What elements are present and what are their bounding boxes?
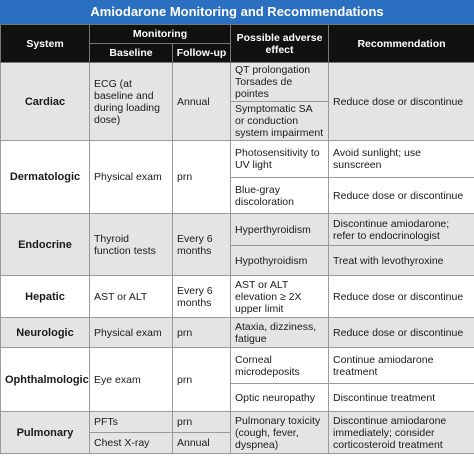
header-recommendation: Recommendation bbox=[329, 25, 474, 63]
recommendation-cell: Continue amiodarone treatment bbox=[329, 348, 474, 384]
table-row bbox=[1, 63, 474, 102]
recommendation-cell: Reduce dose or discontinue bbox=[329, 63, 474, 141]
header-adverse-effect: Possible adverse effect bbox=[231, 25, 329, 63]
system-cell: Dermatologic bbox=[1, 141, 90, 214]
recommendation-cell: Discontinue amiodarone immediately; consider corticosteroid treatment bbox=[329, 412, 474, 454]
baseline-cell: Thyroid function tests bbox=[90, 214, 173, 276]
system-cell: Neurologic bbox=[1, 318, 90, 348]
header-baseline: Baseline bbox=[90, 44, 173, 63]
followup-cell: Annual bbox=[173, 433, 231, 454]
baseline-cell: Eye exam bbox=[90, 348, 173, 412]
adverse-effect-cell: Optic neuropathy bbox=[231, 384, 329, 412]
adverse-effect-cell: Pulmonary toxicity (cough, fever, dyspnea) bbox=[231, 412, 329, 454]
followup-cell: prn bbox=[173, 141, 231, 214]
table-row bbox=[1, 276, 474, 318]
adverse-effect-cell: Ataxia, dizziness, fatigue bbox=[231, 318, 329, 348]
followup-cell: prn bbox=[173, 348, 231, 412]
recommendation-cell: Treat with levothyroxine bbox=[329, 246, 474, 276]
baseline-cell: AST or ALT bbox=[90, 276, 173, 318]
baseline-cell: Physical exam bbox=[90, 141, 173, 214]
table-row bbox=[1, 214, 474, 246]
followup-cell: prn bbox=[173, 412, 231, 433]
baseline-cell: ECG (at baseline and during loading dose) bbox=[90, 63, 173, 141]
followup-cell: prn bbox=[173, 318, 231, 348]
monitoring-table bbox=[0, 24, 474, 454]
recommendation-cell: Discontinue amiodarone; refer to endocrinologist bbox=[329, 214, 474, 246]
header-followup: Follow-up bbox=[173, 44, 231, 63]
table-row bbox=[1, 412, 474, 433]
adverse-effect-cell: Corneal microdeposits bbox=[231, 348, 329, 384]
recommendation-cell: Discontinue treatment bbox=[329, 384, 474, 412]
baseline-cell: Physical exam bbox=[90, 318, 173, 348]
recommendation-cell: Reduce dose or discontinue bbox=[329, 178, 474, 214]
recommendation-cell: Avoid sunlight; use sunscreen bbox=[329, 141, 474, 178]
adverse-effect-cell: Photosensitivity to UV light bbox=[231, 141, 329, 178]
header-monitoring: Monitoring bbox=[90, 25, 231, 44]
system-cell: Hepatic bbox=[1, 276, 90, 318]
followup-cell: Every 6 months bbox=[173, 214, 231, 276]
baseline-cell: Chest X-ray bbox=[90, 433, 173, 454]
recommendation-cell: Reduce dose or discontinue bbox=[329, 318, 474, 348]
header-system: System bbox=[1, 25, 90, 63]
baseline-cell: PFTs bbox=[90, 412, 173, 433]
followup-cell: Annual bbox=[173, 63, 231, 141]
adverse-effect-cell: QT prolongation Torsades de pointes bbox=[231, 63, 329, 102]
system-cell: Cardiac bbox=[1, 63, 90, 141]
adverse-effect-cell: Hypothyroidism bbox=[231, 246, 329, 276]
system-cell: Pulmonary bbox=[1, 412, 90, 454]
adverse-effect-cell: Blue-gray discoloration bbox=[231, 178, 329, 214]
followup-cell: Every 6 months bbox=[173, 276, 231, 318]
system-cell: Ophthalmologic bbox=[1, 348, 90, 412]
adverse-effect-cell: Hyperthyroidism bbox=[231, 214, 329, 246]
table-row bbox=[1, 141, 474, 178]
system-cell: Endocrine bbox=[1, 214, 90, 276]
recommendation-cell: Reduce dose or discontinue bbox=[329, 276, 474, 318]
adverse-effect-cell: AST or ALT elevation ≥ 2X upper limit bbox=[231, 276, 329, 318]
table-row bbox=[1, 318, 474, 348]
table-title: Amiodarone Monitoring and Recommendations bbox=[0, 0, 474, 24]
table-row bbox=[1, 348, 474, 384]
adverse-effect-cell: Symptomatic SA or conduction system impairment bbox=[231, 102, 329, 141]
